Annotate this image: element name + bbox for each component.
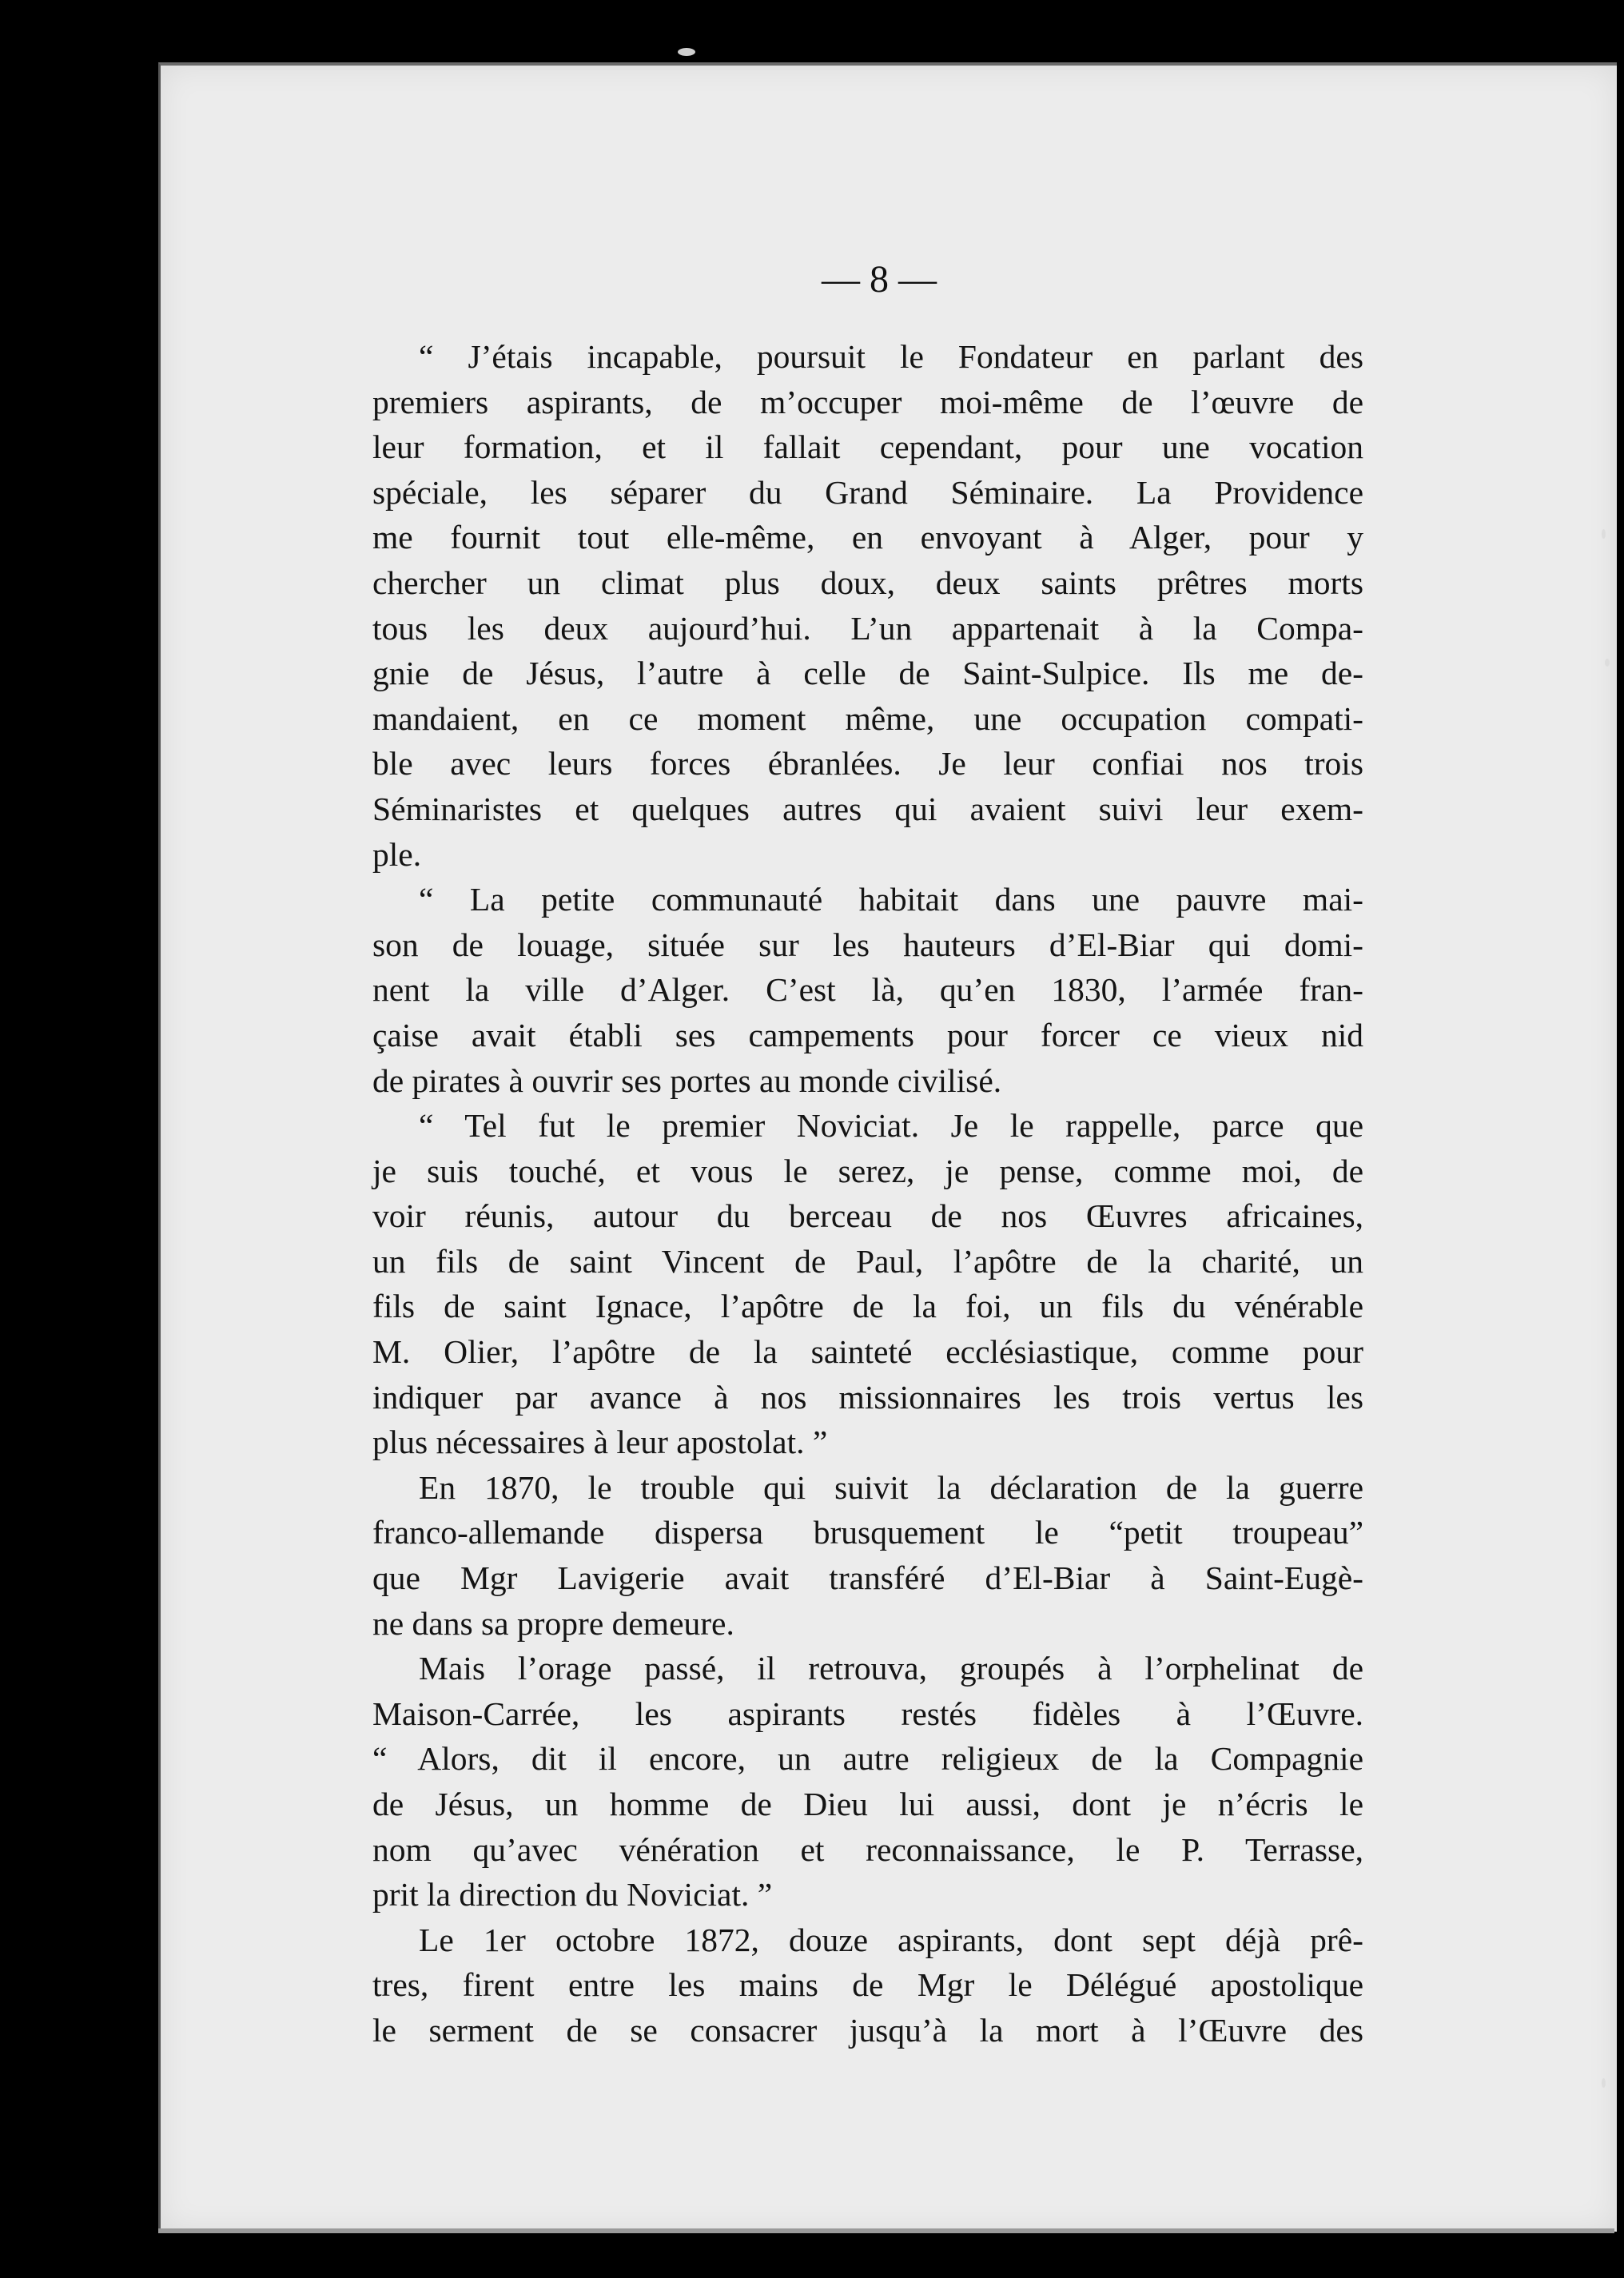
scan-artifact bbox=[1605, 659, 1610, 667]
text-line: me fournit tout elle-même, en envoyant à Alger, pour y bbox=[372, 519, 1363, 556]
text-line: ple. bbox=[372, 835, 422, 873]
text-line: ble avec leurs forces ébranlées. Je leur confiai nos trois bbox=[372, 745, 1363, 783]
text-line: le serment de se consacrer jusqu’à la mort à l’Œuvre des bbox=[372, 2011, 1363, 2049]
text-line: tres, firent entre les mains de Mgr le Délégué apostolique bbox=[372, 1966, 1363, 2004]
text-line: spéciale, les séparer du Grand Séminaire. La Providence bbox=[372, 473, 1363, 511]
text-line: que Mgr Lavigerie avait transféré d’El-Biar à Saint-Eugè- bbox=[372, 1559, 1363, 1597]
text-line: fils de saint Ignace, l’apôtre de la foi, un fils du vénérable bbox=[372, 1288, 1363, 1325]
text-line: leur formation, et il fallait cependant, pour une vocation bbox=[372, 428, 1363, 466]
text-line: je suis touché, et vous le serez, je pense, comme moi, de bbox=[372, 1152, 1363, 1189]
text-line: indiquer par avance à nos missionnaires les trois vertus les bbox=[372, 1378, 1363, 1416]
text-line: premiers aspirants, de m’occuper moi-même de l’œuvre de bbox=[372, 383, 1363, 420]
text-line: “ La petite communauté habitait dans une pauvre mai- bbox=[419, 881, 1363, 918]
text-line: “ Tel fut le premier Noviciat. Je le rappelle, parce que bbox=[419, 1107, 1363, 1145]
text-line: un fils de saint Vincent de Paul, l’apôtre de la charité, un bbox=[372, 1242, 1363, 1280]
body-text bbox=[372, 334, 1363, 2053]
text-line: Le 1er octobre 1872, douze aspirants, dont sept déjà prê- bbox=[419, 1921, 1363, 1958]
text-line: Maison-Carrée, les aspirants restés fidèles à l’Œuvre. bbox=[372, 1695, 1363, 1732]
scan-artifact bbox=[1602, 529, 1606, 539]
text-line: voir réunis, autour du berceau de nos Œuvres africaines, bbox=[372, 1197, 1363, 1235]
text-line: En 1870, le trouble qui suivit la déclaration de la guerre bbox=[419, 1468, 1363, 1506]
text-line: de pirates à ouvrir ses portes au monde civilisé. bbox=[372, 1061, 1002, 1099]
scan-artifact bbox=[1602, 2078, 1606, 2088]
text-line: nent la ville d’Alger. C’est là, qu’en 1830, l’armée fran- bbox=[372, 971, 1363, 1009]
page-bottom-edge bbox=[158, 2228, 1614, 2233]
text-line: chercher un climat plus doux, deux saints prêtres morts bbox=[372, 564, 1363, 601]
page-number: — 8 — bbox=[822, 258, 937, 301]
text-line: de Jésus, un homme de Dieu lui aussi, dont je n’écris le bbox=[372, 1786, 1363, 1822]
scan-artifact bbox=[678, 48, 695, 56]
text-line: Mais l’orage passé, il retrouva, groupés à l’orphelinat de bbox=[419, 1650, 1363, 1687]
text-line: Séminaristes et quelques autres qui avaient suivi leur exem- bbox=[372, 790, 1363, 827]
text-line: mandaient, en ce moment même, une occupation compati- bbox=[372, 699, 1363, 737]
text-line: “ J’étais incapable, poursuit le Fondateur en parlant des bbox=[419, 338, 1363, 375]
text-line: M. Olier, l’apôtre de la sainteté ecclésiastique, comme pour bbox=[372, 1333, 1363, 1371]
text-line: plus nécessaires à leur apostolat. ” bbox=[372, 1424, 828, 1461]
text-line: çaise avait établi ses campements pour forcer ce vieux nid bbox=[372, 1016, 1363, 1053]
text-line: tous les deux aujourd’hui. L’un appartenait à la Compa- bbox=[372, 609, 1363, 647]
text-line: “ Alors, dit il encore, un autre religieux de la Compagnie bbox=[372, 1740, 1363, 1778]
text-line: ne dans sa propre demeure. bbox=[372, 1604, 734, 1642]
text-line: prit la direction du Noviciat. ” bbox=[372, 1876, 773, 1914]
text-line: nom qu’avec vénération et reconnaissance, le P. Terrasse, bbox=[372, 1830, 1363, 1868]
text-line: son de louage, située sur les hauteurs d’El-Biar qui domi- bbox=[372, 926, 1363, 963]
text-line: gnie de Jésus, l’autre à celle de Saint-Sulpice. Ils me de- bbox=[372, 655, 1363, 692]
text-line: franco-allemande dispersa brusquement le “petit troupeau” bbox=[372, 1514, 1363, 1551]
